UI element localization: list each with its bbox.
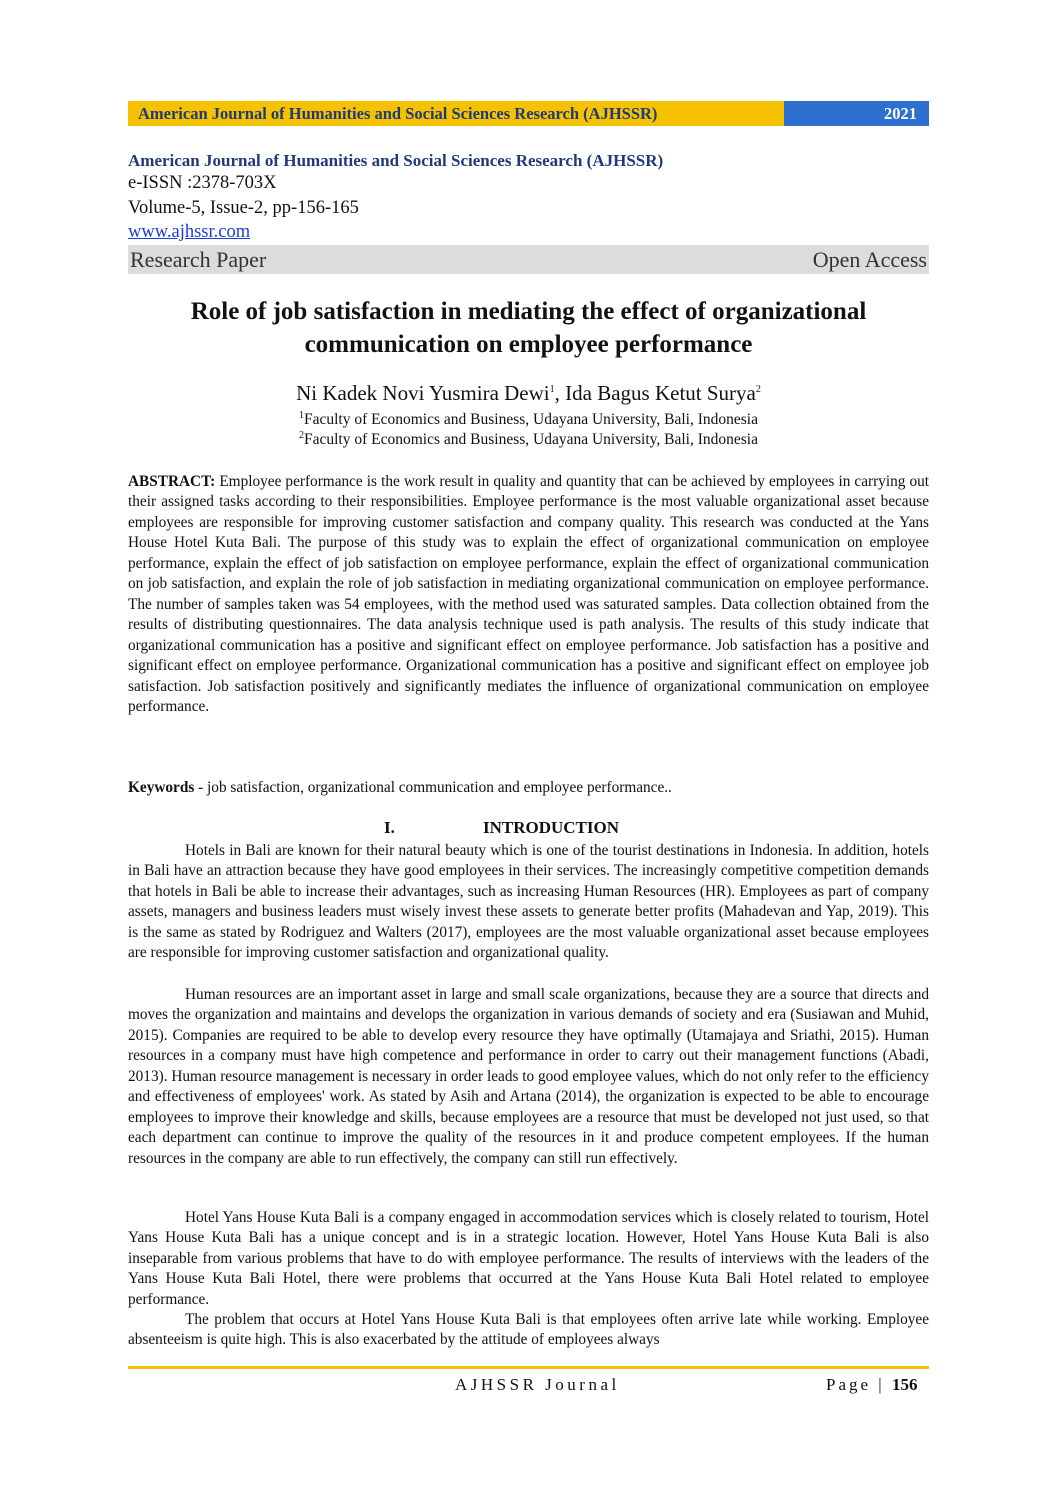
paper-type: Research Paper [130, 246, 267, 272]
paper-type-bar [128, 245, 929, 274]
author-1-sup: 1 [549, 384, 555, 395]
abstract-text: Employee performance is the work result in quality and quantity that can be achieved by employees in carrying out their assigned tasks according to their responsibilities. Employee performance is the most valuable organizational asset because employees are responsible for improving customer satisfaction and company quality. This research was conducted at the Yans House Hotel Kuta Bali. The purpose of this study was to explain the effect of organizational communication on employee performance, explain the effect of job satisfaction on employee performance, explain the effect of organizational communication on job satisfaction, and explain the role of job satisfaction in mediating organizational communication on employee performance. The number of samples taken was 54 employees, with the method used was saturated samples. Data collection obtained from the results of distributing questionnaires. The data analysis technique used is path analysis. The results of this study indicate that organizational communication has a positive and significant effect on employee performance. Job satisfaction has a positive and significant effect on employee performance. Organizational communication has a positive and significant effect on employee job satisfaction. Job satisfaction positively and significantly mediates the influence of organizational communication on employee performance. [128, 473, 929, 715]
affiliation-1-text: Faculty of Economics and Business, Udayana University, Bali, Indonesia [303, 411, 758, 429]
author-1: Ni Kadek Novi Yusmira Dewi [296, 381, 550, 405]
intro-paragraph-1: Hotels in Bali are known for their natural beauty which is one of the tourist destinations in Indonesia. In addition, hotels in Bali have an attraction because they have good employees in their services. The increasingly competitive competition demands that hotels in Bali be able to increase their advantages, such as increasing Human Resources (HR). Employees as part of company assets, managers and business leaders must wisely invest these assets to generate better profits (Mahadevan and Yap, 2019). This is the same as stated by Rodriguez and Walters (2017), employees are the most valuable organizational asset because employees are responsible for improving customer satisfaction and organizational quality. [128, 842, 929, 962]
affiliation-1 [128, 410, 929, 429]
journal-banner [128, 101, 929, 126]
footer-rule [128, 1366, 929, 1369]
footer-page [826, 1375, 917, 1395]
journal-website-link[interactable]: www.ajhssr.com [128, 222, 251, 242]
intro-paragraph-4: The problem that occurs at Hotel Yans House Kuta Bali is that employees often arrive late while working. Employee absenteeism is quite high. This is also exacerbated by the attitude of employees always [128, 1311, 929, 1349]
authors [128, 381, 929, 406]
journal-name: American Journal of Humanities and Social Sciences Research (AJHSSR) [128, 151, 664, 170]
author-2-sup: 2 [755, 384, 761, 395]
keywords-text: - job satisfaction, organizational communication and employee performance.. [194, 779, 672, 796]
footer-journal: AJHSSR Journal [455, 1375, 620, 1394]
abstract [128, 472, 929, 717]
intro-paragraph-3: Hotel Yans House Kuta Bali is a company engaged in accommodation services which is closely related to tourism, Hotel Yans House Kuta Bali has a unique concept and is in a strategic location. However, Hotel Yans House Kuta Bali is also inseparable from various problems that have to do with employee performance. The results of interviews with the leaders of the Yans House Kuta Bali Hotel, there were problems that occurred at the Yans House Kuta Bali Hotel related to employee performance. [128, 1209, 929, 1308]
keywords-label: Keywords [128, 779, 195, 796]
author-separator: , [554, 381, 566, 405]
access-type: Open Access [812, 246, 927, 272]
banner-year: 2021 [784, 101, 929, 126]
section-title: INTRODUCTION [483, 818, 620, 837]
keywords [128, 778, 929, 798]
volume-info: Volume-5, Issue-2, pp-156-165 [128, 198, 359, 218]
section-number: I. [384, 818, 395, 837]
page-label: Page | [826, 1375, 892, 1394]
issn: e-ISSN :2378-703X [128, 173, 277, 193]
affiliation-2-sup: 2 [298, 430, 304, 441]
author-2: Ida Bagus Ketut Surya [565, 381, 756, 405]
affiliation-2 [128, 430, 929, 449]
page-number: 156 [891, 1375, 918, 1394]
paper-title: Role of job satisfaction in mediating the effect of organizational communication on employee performance [190, 298, 867, 358]
intro-paragraph-2: Human resources are an important asset in large and small scale organizations, because they are a source that directs and moves the organization and maintains and develops the organization in various demands of society and era (Susiawan and Muhid, 2015). Companies are required to be able to develop every resource they have optimally (Utamajaya and Sriathi, 2015). Human resources in a company must have high competence and performance in order to carry out their management functions (Abadi, 2013). Human resource management is necessary in order leads to good employee values, which do not only refer to the efficiency and effectiveness of employees' work. As stated by Asih and Artana (2014), the organization is expected to be able to encourage employees to improve their knowledge and skills, because employees are a resource that must be developed not just used, so that each department can continue to improve the quality of the resources in it and produce competent employees. If the human resources in the company are able to run effectively, the company can still run effectively. [128, 986, 929, 1167]
banner-journal-name: American Journal of Humanities and Social Sciences Research (AJHSSR) [128, 101, 784, 126]
abstract-label: ABSTRACT: [128, 473, 216, 490]
affiliation-2-text: Faculty of Economics and Business, Udayana University, Bali, Indonesia [303, 431, 758, 449]
affiliation-1-sup: 1 [298, 410, 304, 421]
